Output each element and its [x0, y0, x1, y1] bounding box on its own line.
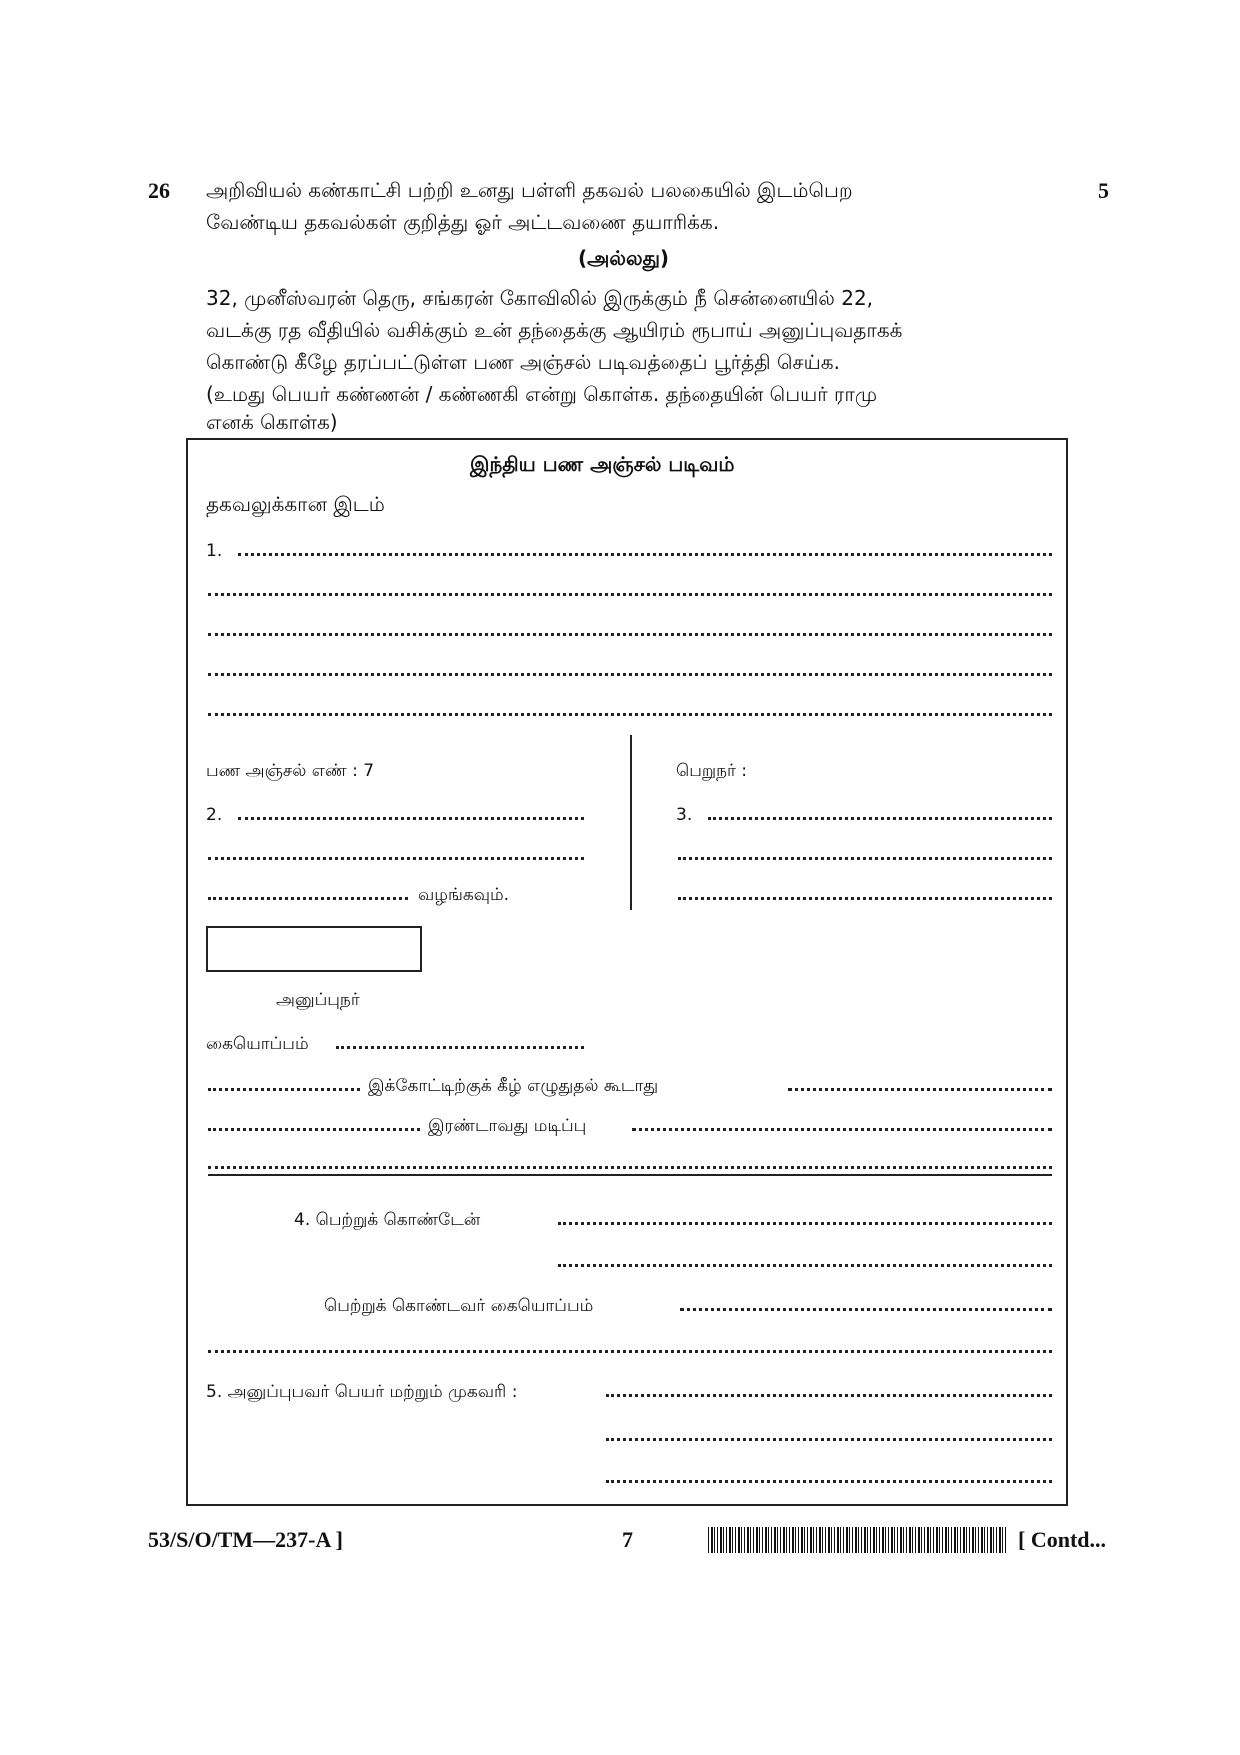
info-space-label: தகவலுக்கான இடம்	[206, 492, 385, 516]
sender-address-line-1[interactable]	[606, 1394, 1052, 1397]
question-line-1: அறிவியல் கண்காட்சி பற்றி உனது பள்ளி தகவல் பலகையில் இடம்பெற	[206, 178, 853, 202]
contd-label: [ Contd...	[1018, 1527, 1107, 1552]
item-3-line[interactable]	[708, 817, 1052, 820]
no-write-label: இக்கோட்டிற்குக் கீழ் எழுதுதல் கூடாது	[368, 1076, 659, 1096]
receiver-sign-label: பெற்றுக் கொண்டவர் கையொப்பம்	[324, 1296, 594, 1316]
page-number: 7	[622, 1527, 633, 1552]
mo-line-2[interactable]	[208, 857, 584, 860]
sender-name-label: 5. அனுப்புபவர் பெயர் மற்றும் முகவரி :	[206, 1382, 518, 1402]
item-3-label: 3.	[676, 805, 693, 825]
payee-line-2[interactable]	[678, 857, 1052, 860]
second-copy-line-right	[632, 1128, 1052, 1131]
received-line-2[interactable]	[558, 1264, 1052, 1267]
item-2-line[interactable]	[238, 817, 584, 820]
paper-code: 53/S/O/TM—237-A ]	[148, 1527, 343, 1552]
alt-question-line-4: (உமது பெயர் கண்ணன் / கண்ணகி என்று கொள்க. தந்தையின் பெயர் ராமு	[206, 382, 878, 406]
received-line-1[interactable]	[558, 1222, 1052, 1225]
column-divider	[630, 735, 632, 910]
amount-line[interactable]	[208, 897, 408, 900]
question-number: 26	[148, 178, 170, 203]
second-copy-line-left	[208, 1128, 420, 1131]
item-1-label: 1.	[206, 541, 223, 561]
provide-label: வழங்கவும்.	[418, 885, 510, 905]
form-title: இந்திய பண அஞ்சல் படிவம்	[470, 452, 735, 476]
alt-question-line-2: வடக்கு ரத வீதியில் வசிக்கும் உன் தந்தைக்கு ஆயிரம் ரூபாய் அனுப்புவதாகக்	[206, 318, 903, 342]
second-copy-label: இரண்டாவது மடிப்பு	[428, 1116, 587, 1136]
signature-label: கையொப்பம்	[206, 1034, 309, 1054]
signature-line[interactable]	[336, 1046, 584, 1049]
separator-solid	[208, 1174, 1052, 1176]
info-line-4[interactable]	[208, 673, 1052, 676]
sender-address-line-2[interactable]	[606, 1438, 1052, 1441]
money-order-form	[186, 438, 1068, 1506]
item-2-label: 2.	[206, 805, 223, 825]
no-write-line-right	[788, 1088, 1052, 1091]
receiver-full-line[interactable]	[208, 1350, 1052, 1353]
info-line-3[interactable]	[208, 633, 1052, 636]
payee-line-3[interactable]	[678, 897, 1052, 900]
alt-question-line-1: 32, முனீஸ்வரன் தெரு, சங்கரன் கோவிலில் இருக்கும் நீ சென்னையில் 22,	[206, 286, 874, 310]
no-write-line-left	[208, 1088, 360, 1091]
question-line-2: வேண்டிய தகவல்கள் குறித்து ஓர் அட்டவணை தயாரிக்க.	[206, 210, 720, 234]
info-line-2[interactable]	[208, 593, 1052, 596]
payee-label: பெறுநர் :	[676, 761, 748, 781]
receiver-sign-line[interactable]	[680, 1308, 1052, 1311]
alt-question-line-3: கொண்டு கீழே தரப்பட்டுள்ள பண அஞ்சல் படிவத்தைப் பூர்த்தி செய்க.	[206, 350, 840, 374]
stamp-box[interactable]	[206, 926, 422, 972]
sender-label: அனுப்புநர்	[276, 990, 360, 1010]
item-1-line[interactable]	[238, 553, 1052, 556]
question-marks: 5	[1098, 178, 1109, 203]
or-label: (அல்லது)	[578, 246, 670, 270]
info-line-5[interactable]	[208, 713, 1052, 716]
separator-dotted	[208, 1166, 1052, 1169]
alt-question-line-5: எனக் கொள்க)	[206, 410, 338, 434]
mo-number-label: பண அஞ்சல் எண் : 7	[206, 761, 375, 781]
sender-address-line-3[interactable]	[606, 1480, 1052, 1483]
barcode-image	[708, 1527, 1006, 1553]
received-label: 4. பெற்றுக் கொண்டேன்	[294, 1210, 481, 1230]
